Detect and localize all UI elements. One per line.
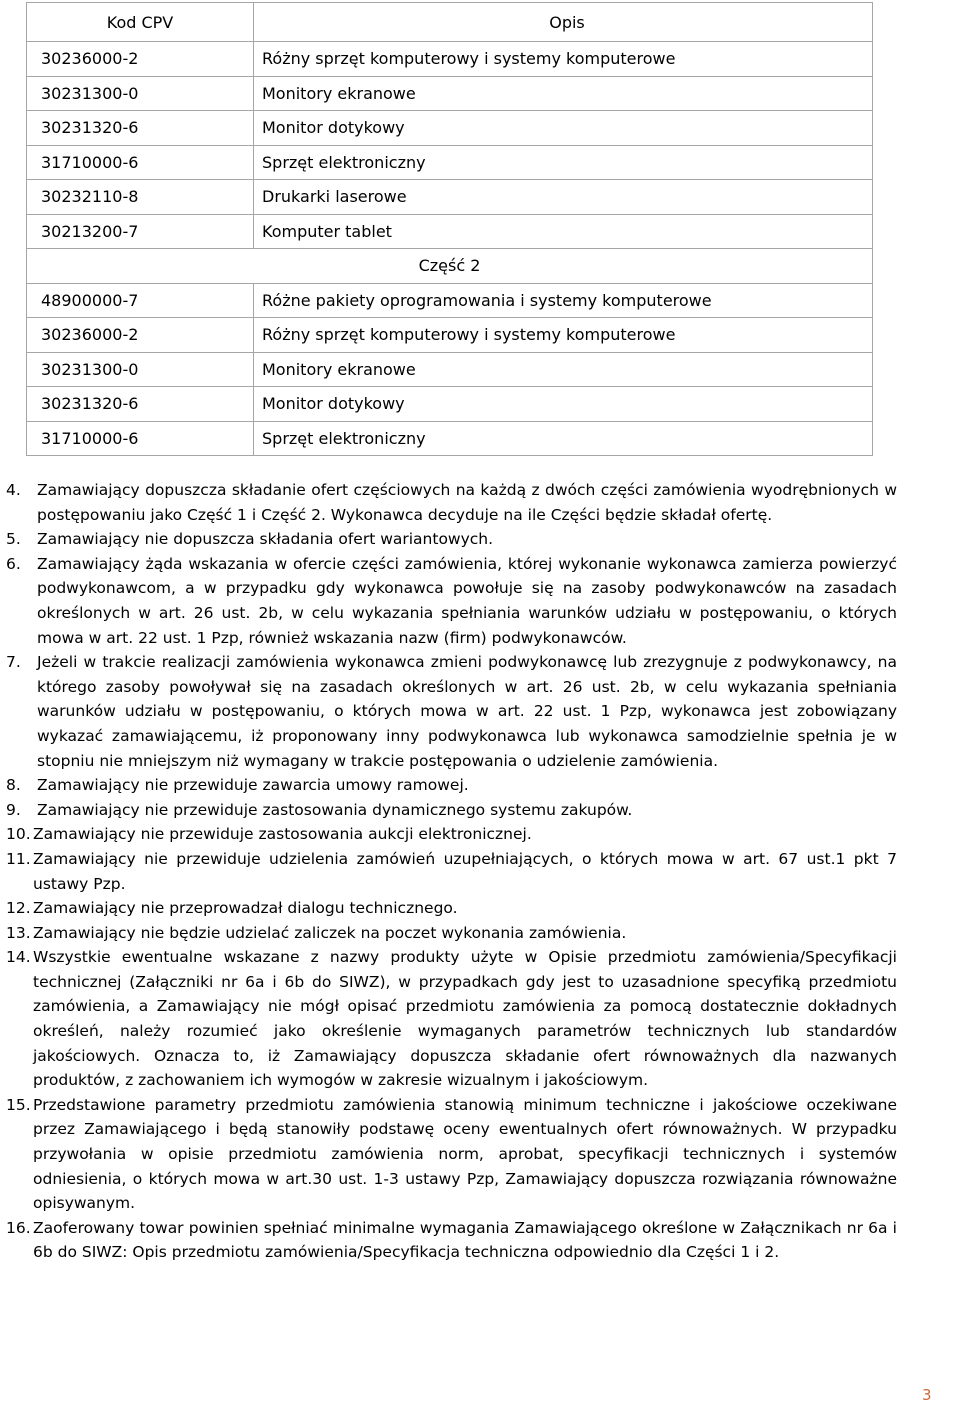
cpv-code: 30236000-2 bbox=[27, 318, 254, 353]
list-item bbox=[6, 527, 897, 552]
item-number: 12. bbox=[6, 899, 31, 918]
item-text: Zamawiający nie przewiduje zawarcia umowy ramowej. bbox=[37, 776, 469, 795]
page-number: 3 bbox=[922, 1386, 932, 1404]
cpv-description: Monitory ekranowe bbox=[254, 76, 873, 111]
item-number: 16. bbox=[6, 1218, 31, 1237]
list-item bbox=[6, 1093, 897, 1216]
list-item bbox=[6, 773, 897, 798]
table-header-row bbox=[27, 3, 873, 42]
cpv-code: 48900000-7 bbox=[27, 283, 254, 318]
table-row bbox=[27, 180, 873, 215]
table-row bbox=[27, 42, 873, 77]
cpv-code: 30231320-6 bbox=[27, 387, 254, 422]
cpv-code: 30231320-6 bbox=[27, 111, 254, 146]
item-text: Zaoferowany towar powinien spełniać minimalne wymagania Zamawiającego określone w Załącznikach nr 6a i 6b do SIWZ: Opis przedmiotu zamówienia/Specyfikacja techniczna odpowiednio dla Części 1 i 2. bbox=[33, 1218, 897, 1262]
table-row bbox=[27, 421, 873, 456]
cpv-description: Różny sprzęt komputerowy i systemy komputerowe bbox=[254, 42, 873, 77]
cpv-code: 31710000-6 bbox=[27, 145, 254, 180]
cpv-description: Komputer tablet bbox=[254, 214, 873, 249]
item-text: Zamawiający nie przewiduje zastosowania aukcji elektronicznej. bbox=[33, 825, 532, 844]
item-text: Zamawiający nie będzie udzielać zaliczek na poczet wykonania zamówienia. bbox=[33, 923, 627, 942]
table-row bbox=[27, 214, 873, 249]
item-number: 13. bbox=[6, 923, 31, 942]
section-title: Część 2 bbox=[27, 249, 873, 284]
cpv-code: 30213200-7 bbox=[27, 214, 254, 249]
item-number: 11. bbox=[6, 849, 31, 868]
item-text: Jeżeli w trakcie realizacji zamówienia wykonawca zmieni podwykonawcę lub zrezygnuje z podwykonawcy, na którego zasoby powoływał się na zasadach określonych w art. 26 ust. 2b, w celu wykazania spełniania warunków udziału w postępowaniu, o których mowa w art. 22 ust. 1 Pzp, wykonawca jest zobowiązany wykazać zamawiającemu, iż proponowany inny podwykonawca lub wykonawca samodzielnie spełnia je w stopniu nie mniejszym niż wymagany w trakcie postępowania o udzielenie zamówienia. bbox=[37, 653, 897, 770]
list-item bbox=[6, 1216, 897, 1265]
item-text: Zamawiający żąda wskazania w ofercie części zamówienia, której wykonanie wykonawca zamierza powierzyć podwykonawcom, a w przypadku gdy wykonawca powołuje się na zasoby podwykonawców na zasadach określonych w art. 26 ust. 2b, w celu wykazania spełniania warunków udziału w postępowaniu, o których mowa w art. 22 ust. 1 Pzp, również wskazania nazw (firm) podwykonawców. bbox=[37, 554, 897, 647]
item-text: Zamawiający nie przewiduje udzielenia zamówień uzupełniających, o których mowa w art. 67 ust.1 pkt 7 ustawy Pzp. bbox=[33, 849, 897, 893]
header-code: Kod CPV bbox=[27, 3, 254, 42]
table-row bbox=[27, 352, 873, 387]
cpv-description: Sprzęt elektroniczny bbox=[254, 421, 873, 456]
table-row bbox=[27, 76, 873, 111]
cpv-code: 31710000-6 bbox=[27, 421, 254, 456]
section-row bbox=[27, 249, 873, 284]
list-item bbox=[6, 847, 897, 896]
table-row bbox=[27, 387, 873, 422]
cpv-description: Różny sprzęt komputerowy i systemy komputerowe bbox=[254, 318, 873, 353]
table-row bbox=[27, 111, 873, 146]
item-text: Wszystkie ewentualne wskazane z nazwy produkty użyte w Opisie przedmiotu zamówienia/Specyfikacji technicznej (Załączniki nr 6a i 6b do SIWZ), w przypadkach gdy jest to uzasadnione specyfiką przedmiotu zamówienia, a Zamawiający nie mógł opisać przedmiotu zamówienia za pomocą dostatecznie dokładnych określeń, należy rozumieć jako określenie wymaganych parametrów technicznych lub standardów jakościowych. Oznacza to, iż Zamawiający dopuszcza składanie ofert równoważnych dla nazwanych produktów, z zachowaniem ich wymogów w zakresie wizualnym i jakościowym. bbox=[33, 948, 897, 1090]
cpv-code: 30232110-8 bbox=[27, 180, 254, 215]
table-row bbox=[27, 318, 873, 353]
list-item bbox=[6, 798, 897, 823]
cpv-description: Monitory ekranowe bbox=[254, 352, 873, 387]
item-number: 7. bbox=[6, 653, 21, 672]
item-number: 6. bbox=[6, 554, 21, 573]
cpv-description: Monitor dotykowy bbox=[254, 111, 873, 146]
cpv-description: Sprzęt elektroniczny bbox=[254, 145, 873, 180]
list-item bbox=[6, 822, 897, 847]
item-number: 4. bbox=[6, 481, 21, 499]
item-text: Zamawiający dopuszcza składanie ofert częściowych na każdą z dwóch części zamówienia wyodrębnionych w postępowaniu jako Część 1 i Część 2. Wykonawca decyduje na ile Części będzie składał ofertę. bbox=[37, 481, 897, 524]
item-text: Zamawiający nie przeprowadzał dialogu technicznego. bbox=[33, 899, 458, 918]
item-text: Zamawiający nie dopuszcza składania ofert wariantowych. bbox=[37, 530, 494, 549]
table-row bbox=[27, 145, 873, 180]
list-item bbox=[6, 650, 897, 773]
item-number: 15. bbox=[6, 1095, 31, 1114]
item-number: 10. bbox=[6, 825, 31, 844]
cpv-code: 30231300-0 bbox=[27, 352, 254, 387]
cpv-description: Monitor dotykowy bbox=[254, 387, 873, 422]
cpv-code: 30231300-0 bbox=[27, 76, 254, 111]
list-item bbox=[6, 945, 897, 1093]
list-item bbox=[6, 921, 897, 946]
list-item bbox=[6, 552, 897, 650]
item-text: Zamawiający nie przewiduje zastosowania dynamicznego systemu zakupów. bbox=[37, 800, 633, 819]
item-number: 5. bbox=[6, 530, 21, 549]
item-number: 8. bbox=[6, 776, 21, 795]
item-text: Przedstawione parametry przedmiotu zamówienia stanowią minimum techniczne i jakościowe oczekiwane przez Zamawiającego i będą stanowiły podstawę oceny ewentualnych ofert równoważnych. W przypadku przywołania w opisie przedmiotu zamówienia norm, aprobat, specyfikacji technicznych i systemów odniesienia, o których mowa w art.30 ust. 1-3 ustawy Pzp, Zamawiający dopuszcza rozwiązania równoważne opisywanym. bbox=[33, 1095, 897, 1213]
list-item bbox=[6, 896, 897, 921]
paragraph-list bbox=[6, 478, 897, 1265]
cpv-code: 30236000-2 bbox=[27, 42, 254, 77]
cpv-description: Różne pakiety oprogramowania i systemy komputerowe bbox=[254, 283, 873, 318]
item-number: 9. bbox=[6, 800, 21, 819]
table-row bbox=[27, 283, 873, 318]
cpv-description: Drukarki laserowe bbox=[254, 180, 873, 215]
table-body bbox=[27, 42, 873, 456]
header-desc: Opis bbox=[254, 3, 873, 42]
list-item bbox=[6, 478, 897, 527]
cpv-table bbox=[26, 2, 873, 456]
item-number: 14. bbox=[6, 948, 31, 967]
